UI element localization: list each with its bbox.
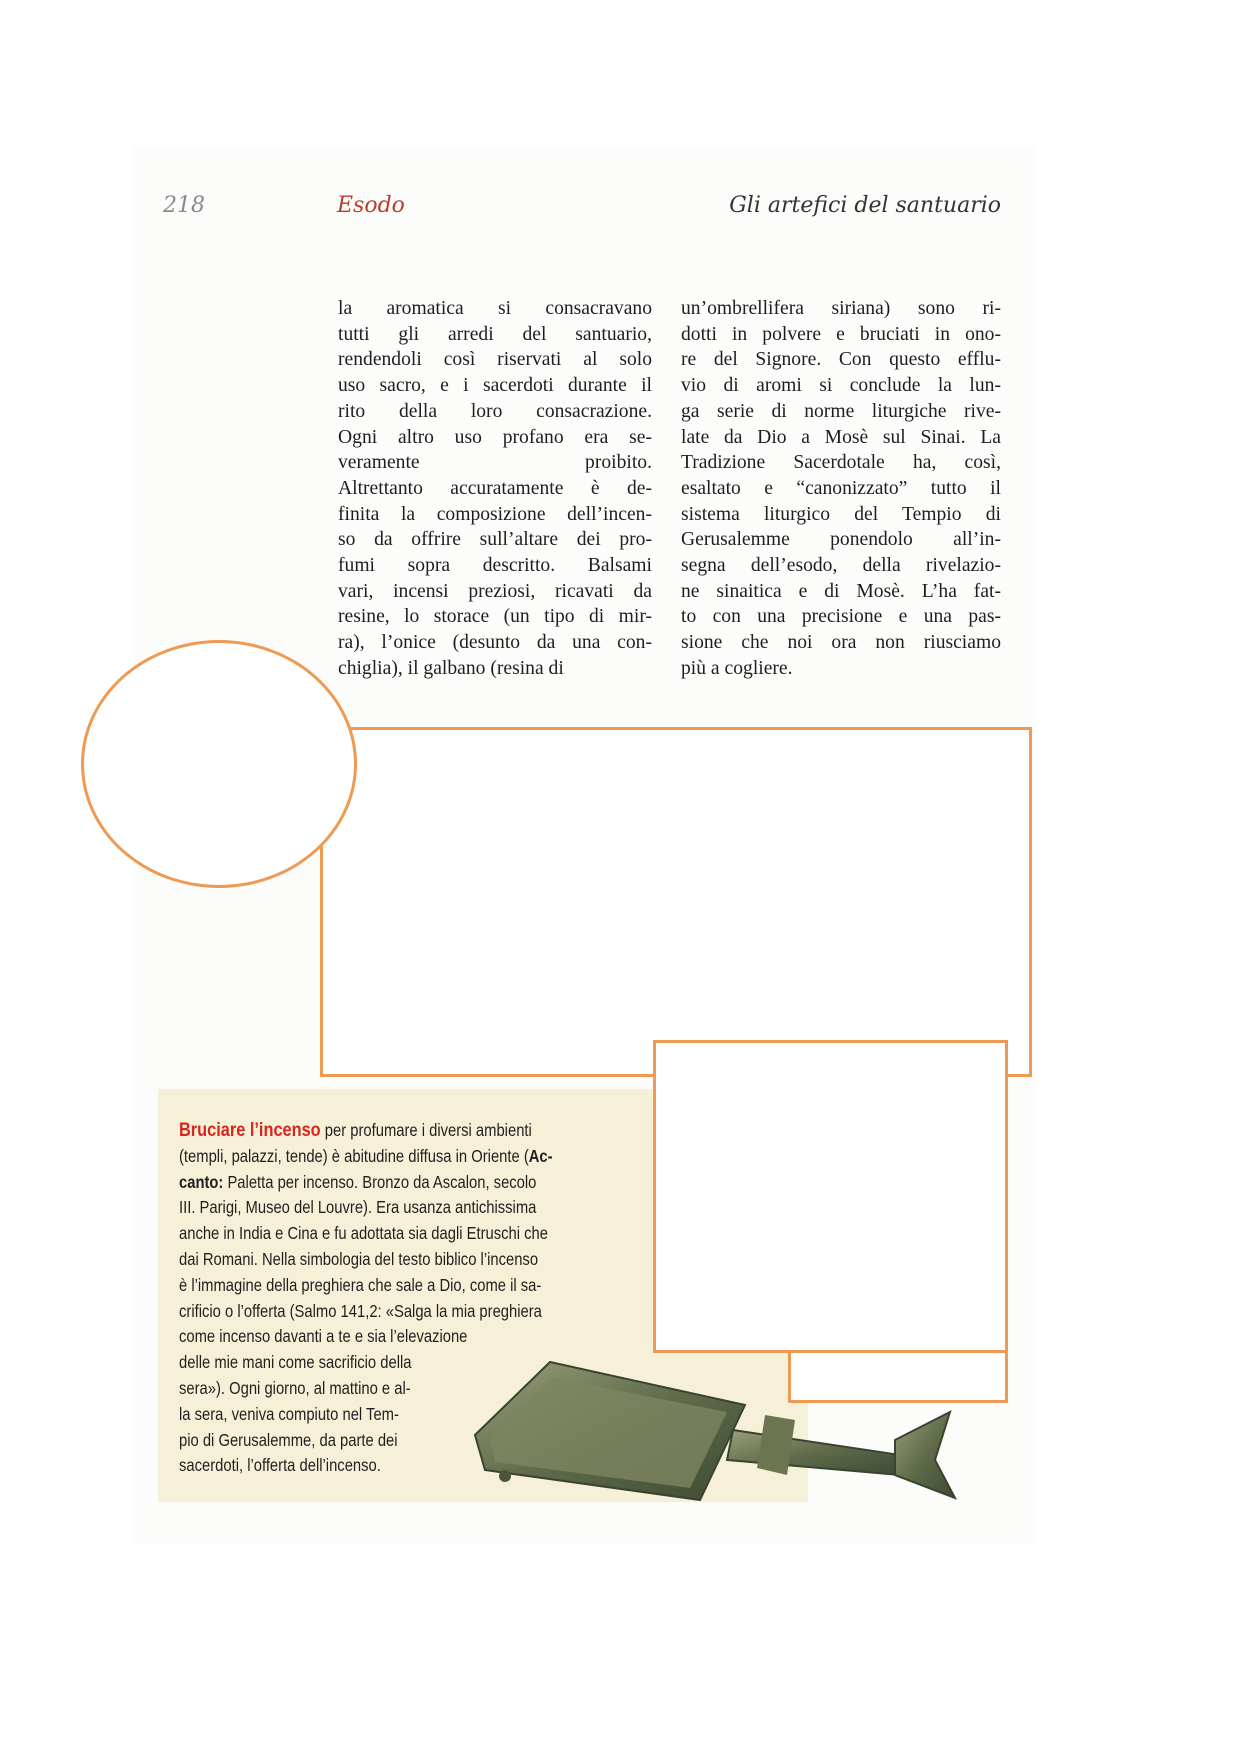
text-line: finita la composizione dell’incen-: [338, 503, 652, 525]
text-line: resine, lo storace (un tipo di mir-: [338, 606, 652, 628]
text-line: vari, incensi preziosi, ricavati da: [338, 580, 652, 602]
text-line: più a cogliere.: [681, 657, 793, 679]
caption-text: Bruciare l’incenso per profumare i diversi ambienti (templi, palazzi, tende) è abitudine diffusa in Oriente (Ac- canto: Paletta per incenso. Bronzo da Ascalon, secolo III. Parigi, Museo del Louvre). Era usanza antichissima anche in India e Cina e fu adottata sia dagli Etruschi che dai Romani. Nella simbologia del testo biblico l’incenso è l’immagine della preghiera che sale a Dio, come il sa- crificio o l’offerta (Salmo 141,2: «Salga la mia preghiera come incenso davanti a te e sia l’elevazione delle mie mani come sacrificio della sera»). Ogni giorno, al mattino e al- la sera, veniva compiuto nel Tem- pio di Gerusalemme, da parte dei sacerdoti, l’offerta dell’incenso.: [179, 1120, 553, 1476]
text-column-right: [681, 296, 1001, 682]
text-line: un’ombrellifera siriana) sono ri-: [681, 298, 1001, 319]
text-line: Gerusalemme ponendolo all’in-: [681, 529, 1001, 551]
redaction-circle: [81, 640, 357, 888]
text-line: sistema liturgico del Tempio di: [681, 503, 1001, 525]
text-line: Ogni altro uso profano era se-: [338, 426, 652, 448]
text-line: veramente proibito.: [338, 452, 652, 474]
text-line: ga serie di norme liturgiche rive-: [681, 400, 1001, 422]
text-line: rito della loro consacrazione.: [338, 400, 652, 422]
text-line: esaltato e “canonizzato” tutto il: [681, 477, 1001, 499]
text-line: chiglia), il galbano (resina di: [338, 657, 564, 679]
text-line: rendendoli così riservati al solo: [338, 349, 652, 371]
text-line: sione che noi ora non riusciamo: [681, 632, 1001, 654]
book-title: Esodo: [337, 193, 405, 218]
text-line: so da offrire sull’altare dei pro-: [338, 529, 652, 551]
text-line: re del Signore. Con questo efflu-: [681, 349, 1001, 371]
text-line: uso sacro, e i sacerdoti durante il: [338, 375, 652, 397]
page-number: 218: [163, 193, 205, 218]
text-column-left: [338, 296, 652, 682]
text-line: segna dell’esodo, della rivelazio-: [681, 555, 1001, 577]
redaction-box-large: [320, 727, 1032, 1077]
redaction-box-right: [653, 1040, 1008, 1353]
caption-lead: Bruciare l’incenso: [179, 1120, 321, 1141]
text-line: to con una precisione e una pas-: [681, 606, 1001, 628]
text-line: vio di aromi si conclude la lun-: [681, 375, 1001, 397]
section-title: Gli artefici del santuario: [729, 193, 1001, 218]
text-line: late da Dio a Mosè sul Sinai. La: [681, 426, 1001, 448]
redaction-box-small-lower: [788, 1347, 1008, 1403]
text-line: Tradizione Sacerdotale ha, così,: [681, 452, 1001, 474]
text-line: Altrettanto accuratamente è de-: [338, 477, 652, 499]
text-line: ra), l’onice (desunto da una con-: [338, 632, 652, 654]
text-line: dotti in polvere e bruciati in ono-: [681, 323, 1001, 345]
text-line: tutti gli arredi del santuario,: [338, 323, 652, 345]
text-line: la aromatica si consacravano: [338, 298, 652, 319]
text-line: ne sinaitica e di Mosè. L’ha fat-: [681, 580, 1001, 602]
text-line: fumi sopra descritto. Balsami: [338, 555, 652, 577]
